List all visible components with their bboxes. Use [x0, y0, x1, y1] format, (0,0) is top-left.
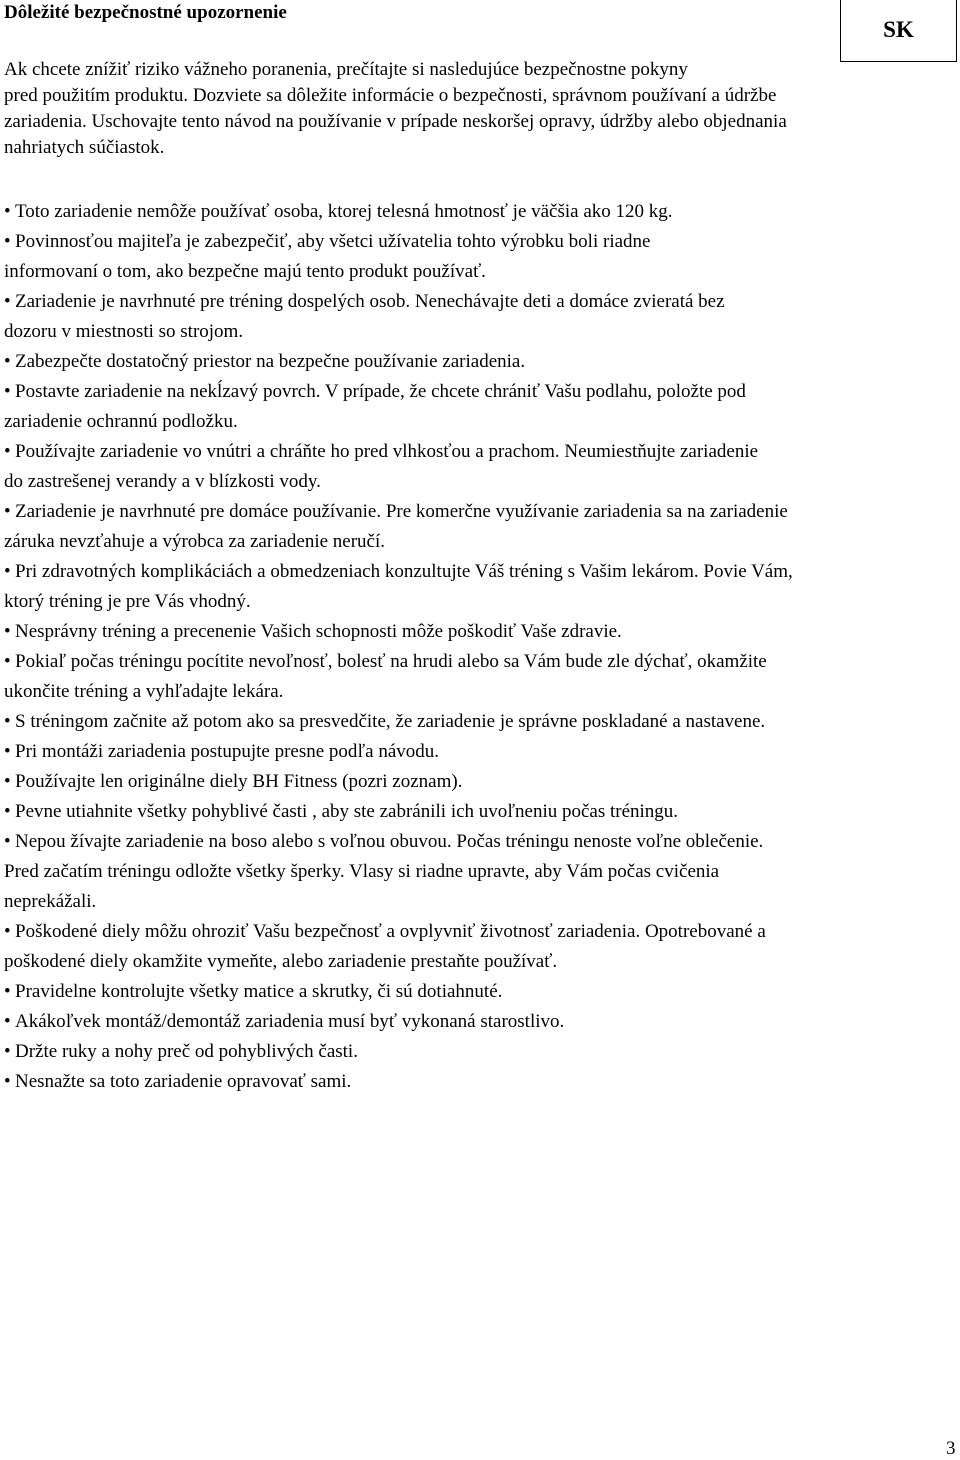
bullet-text: Držte ruky a nohy preč od pohyblivých časti. — [15, 1041, 358, 1062]
intro-line: Ak chcete znížiť riziko vážneho poranenia, prečítajte si nasledujúce bezpečnostne pokyny — [4, 59, 688, 80]
bullet-text: Pri zdravotných komplikáciách a obmedzeniach konzultujte Váš tréning s Vašim lekárom. Povie Vám, — [15, 561, 793, 582]
bullet-text: zariadenie ochrannú podložku. — [4, 411, 238, 432]
bullet-text: Poškodené diely môžu ohroziť Vašu bezpečnosť a ovplyvniť životnosť zariadenia. Opotrebované a — [15, 921, 766, 942]
bullet-symbol: • — [4, 921, 11, 942]
bullet-text: Akákoľvek montáž/demontáž zariadenia musí byť vykonaná starostlivo. — [15, 1011, 565, 1032]
safety-bullet-item — [0, 1007, 950, 1037]
bullet-text: Povinnosťou majiteľa je zabezpečiť, aby všetci užívatelia tohto výrobku boli riadne — [15, 231, 651, 252]
bullet-first-line — [4, 767, 950, 797]
bullet-symbol: • — [4, 201, 11, 222]
safety-bullet-item — [0, 287, 950, 347]
bullet-text: záruka nevzťahuje a výrobca za zariadenie neručí. — [4, 531, 386, 552]
bullet-first-line — [4, 497, 950, 527]
bullet-symbol: • — [4, 741, 11, 762]
safety-bullet-item — [0, 497, 950, 557]
bullet-text: Pri montáži zariadenia postupujte presne podľa návodu. — [15, 741, 440, 762]
bullet-first-line — [4, 647, 950, 677]
bullet-symbol: • — [4, 441, 11, 462]
bullet-symbol: • — [4, 291, 11, 312]
bullet-continuation-line — [4, 587, 950, 617]
bullet-symbol: • — [4, 711, 11, 732]
safety-bullet-item — [0, 917, 950, 977]
bullet-text: Zariadenie je navrhnuté pre domáce používanie. Pre komerčne využívanie zariadenia sa na zariadenie — [15, 501, 788, 522]
bullet-text: Používajte zariadenie vo vnútri a chráňte ho pred vlhkosťou a prachom. Neumiestňujte zariadenie — [15, 441, 759, 462]
bullet-first-line — [4, 437, 950, 467]
safety-bullet-item — [0, 767, 950, 797]
bullet-first-line — [4, 1067, 950, 1097]
bullet-symbol: • — [4, 561, 11, 582]
safety-bullet-list — [0, 197, 950, 1097]
bullet-text: do zastrešenej verandy a v blízkosti vody. — [4, 471, 321, 492]
page-number: 3 — [946, 1438, 956, 1459]
bullet-continuation-line — [4, 467, 950, 497]
bullet-symbol: • — [4, 1011, 11, 1032]
safety-bullet-item — [0, 647, 950, 707]
bullet-text: Zariadenie je navrhnuté pre tréning dospelých osob. Nenechávajte deti a domáce zvieratá bez — [15, 291, 725, 312]
bullet-text: Používajte len originálne diely BH Fitness (pozri zoznam). — [15, 771, 463, 792]
bullet-text: Postavte zariadenie na nekĺzavý povrch. V prípade, že chcete chrániť Vašu podlahu, položte pod — [15, 381, 746, 402]
bullet-continuation-line — [4, 947, 950, 977]
bullet-text: Nesprávny tréning a precenenie Vašich schopnosti môže poškodiť Vaše zdravie. — [15, 621, 622, 642]
bullet-first-line — [4, 707, 950, 737]
bullet-symbol: • — [4, 231, 11, 252]
bullet-symbol: • — [4, 651, 11, 672]
safety-bullet-item — [0, 737, 950, 767]
safety-bullet-item — [0, 617, 950, 647]
bullet-first-line — [4, 1037, 950, 1067]
bullet-continuation-line — [4, 257, 950, 287]
safety-bullet-item — [0, 377, 950, 437]
bullet-continuation-line — [4, 407, 950, 437]
bullet-first-line — [4, 557, 950, 587]
bullet-text: Nesnažte sa toto zariadenie opravovať sami. — [15, 1071, 352, 1092]
bullet-first-line — [4, 617, 950, 647]
intro-line: nahriatych súčiastok. — [4, 137, 165, 158]
bullet-text: Pevne utiahnite všetky pohyblivé časti , aby ste zabránili ich uvoľneniu počas tréningu. — [15, 801, 679, 822]
bullet-text: ukončite tréning a vyhľadajte lekára. — [4, 681, 284, 702]
bullet-first-line — [4, 377, 950, 407]
bullet-text: Nepou žívajte zariadenie na boso alebo s voľnou obuvou. Počas tréningu nenoste voľne oblečenie. — [15, 831, 764, 852]
bullet-text: Pokiaľ počas tréningu pocítite nevoľnosť, bolesť na hrudi alebo sa Vám bude zle dýchať, okamžite — [15, 651, 767, 672]
bullet-symbol: • — [4, 501, 11, 522]
bullet-symbol: • — [4, 981, 11, 1002]
safety-bullet-item — [0, 227, 950, 287]
language-code-box — [840, 0, 957, 62]
bullet-symbol: • — [4, 381, 11, 402]
bullet-continuation-line — [4, 857, 950, 887]
safety-bullet-item — [0, 347, 950, 377]
safety-bullet-item — [0, 437, 950, 497]
safety-bullet-item — [0, 557, 950, 617]
bullet-symbol: • — [4, 771, 11, 792]
bullet-text: Pred začatím tréningu odložte všetky šperky. Vlasy si riadne upravte, aby Vám počas cvičenia — [4, 861, 720, 882]
bullet-first-line — [4, 227, 950, 257]
bullet-first-line — [4, 917, 950, 947]
language-code: SK — [883, 17, 914, 42]
bullet-text: poškodené diely okamžite vymeňte, alebo zariadenie prestaňte používať. — [4, 951, 558, 972]
safety-bullet-item — [0, 827, 950, 917]
bullet-symbol: • — [4, 1071, 11, 1092]
page-title: Dôležité bezpečnostné upozornenie — [4, 2, 287, 23]
intro-line: pred použitím produktu. Dozviete sa dôležite informácie o bezpečnosti, správnom používaní a údržbe — [4, 85, 777, 106]
bullet-first-line — [4, 797, 950, 827]
bullet-text: dozoru v miestnosti so strojom. — [4, 321, 244, 342]
bullet-continuation-line — [4, 887, 950, 917]
bullet-text: ktorý tréning je pre Vás vhodný. — [4, 591, 251, 612]
bullet-symbol: • — [4, 621, 11, 642]
bullet-text: Pravidelne kontrolujte všetky matice a skrutky, či sú dotiahnuté. — [15, 981, 503, 1002]
safety-bullet-item — [0, 797, 950, 827]
bullet-first-line — [4, 287, 950, 317]
bullet-symbol: • — [4, 351, 11, 372]
bullet-text: Zabezpečte dostatočný priestor na bezpečne používanie zariadenia. — [15, 351, 526, 372]
bullet-text: neprekážali. — [4, 891, 97, 912]
bullet-symbol: • — [4, 831, 11, 852]
bullet-continuation-line — [4, 317, 950, 347]
safety-bullet-item — [0, 1067, 950, 1097]
bullet-first-line — [4, 737, 950, 767]
bullet-symbol: • — [4, 801, 11, 822]
bullet-continuation-line — [4, 527, 950, 557]
bullet-text: Toto zariadenie nemôže používať osoba, ktorej telesná hmotnosť je väčšia ako 120 kg. — [15, 201, 673, 222]
bullet-first-line — [4, 347, 950, 377]
bullet-text: S tréningom začnite až potom ako sa presvedčite, že zariadenie je správne poskladané a nastavene. — [15, 711, 766, 732]
safety-bullet-item — [0, 1037, 950, 1067]
intro-line: zariadenia. Uschovajte tento návod na používanie v prípade neskoršej opravy, údržby alebo objednania — [4, 111, 787, 132]
bullet-first-line — [4, 977, 950, 1007]
safety-bullet-item — [0, 197, 950, 227]
bullet-text: informovaní o tom, ako bezpečne majú tento produkt používať. — [4, 261, 486, 282]
bullet-symbol: • — [4, 1041, 11, 1062]
intro-paragraph — [4, 57, 954, 161]
safety-bullet-item — [0, 977, 950, 1007]
bullet-first-line — [4, 197, 950, 227]
bullet-first-line — [4, 1007, 950, 1037]
safety-bullet-item — [0, 707, 950, 737]
bullet-continuation-line — [4, 677, 950, 707]
bullet-first-line — [4, 827, 950, 857]
